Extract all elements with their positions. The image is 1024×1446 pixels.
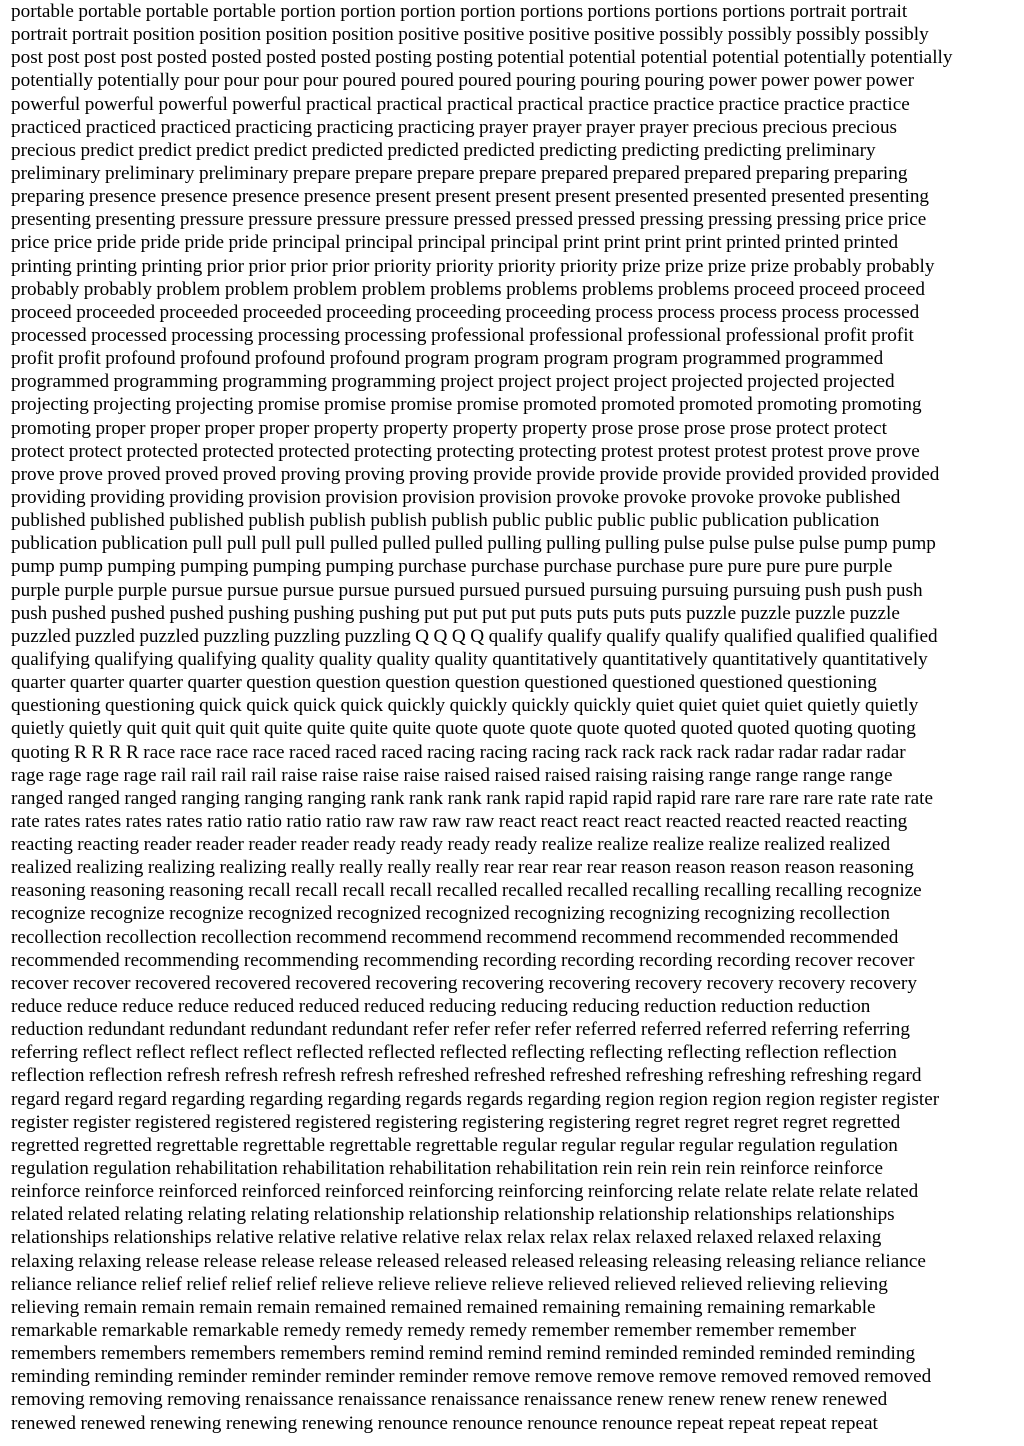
text-line: publication publication pull pull pull pull pulled pulled pulled pulling pulling pulling pulse pulse pulse pulse pump pump (11, 533, 936, 555)
text-line: puzzled puzzled puzzled puzzling puzzling puzzling Q Q Q Q qualify qualify qualify qualify qualified qualified qualified (11, 625, 938, 647)
text-line: quarter quarter quarter quarter question question question question questioned questioned questioned questioning (11, 672, 877, 694)
text-line: qualifying qualifying qualifying quality quality quality quality quantitatively quantitatively quantitatively quantitatively (11, 648, 928, 670)
text-line: realized realizing realizing realizing really really really really rear rear rear rear reason reason reason reason reasoning (11, 857, 914, 879)
text-line: probably probably problem problem problem problem problems problems problems problems proceed proceed proceed (11, 278, 925, 300)
text-line: recommended recommending recommending recommending recording recording recording recording recover recover (11, 949, 915, 971)
text-line: presenting presenting pressure pressure pressure pressure pressed pressed pressed pressing pressing pressing price price (11, 209, 927, 231)
text-line: remarkable remarkable remarkable remedy remedy remedy remedy remember remember remember remember (11, 1320, 857, 1342)
text-line: processed processed processing processing processing professional professional professional professional profit profit (11, 324, 914, 346)
text-line: precious predict predict predict predict predicted predicted predicted predicting predicting predicting preliminary (11, 139, 876, 161)
text-line: ranged ranged ranged ranging ranging ranging rank rank rank rank rapid rapid rapid rapid rare rare rare rare rate rate rate (11, 787, 933, 809)
text-line: regulation regulation rehabilitation rehabilitation rehabilitation rehabilitation rein rein rein rein reinforce reinforce (11, 1158, 884, 1180)
text-line: regretted regretted regrettable regrettable regrettable regrettable regular regular regular regular regulation regulation (11, 1134, 898, 1156)
text-line: remembers remembers remembers remembers remind remind remind remind reminded reminded reminded reminding (11, 1343, 916, 1365)
text-line: pump pump pumping pumping pumping pumping purchase purchase purchase purchase pure pure pure pure purple (11, 556, 893, 578)
text-line: programmed programming programming programming project project project project projected projected projected (11, 371, 895, 393)
text-line: quoting R R R R race race race race raced raced raced racing racing racing rack rack rack rack radar radar radar radar (11, 741, 906, 763)
text-line: reflection reflection refresh refresh refresh refresh refreshed refreshed refreshed refreshing refreshing refreshing regard (11, 1065, 922, 1087)
text-line: providing providing providing provision provision provision provision provoke provoke provoke provoke published (11, 486, 901, 508)
text-line: projecting projecting projecting promise promise promise promise promoted promoted promoted promoting promoting (11, 394, 922, 416)
text-line: reduce reduce reduce reduce reduced reduced reduced reducing reducing reducing reduction reduction reduction (11, 996, 871, 1018)
text-line: regard regard regard regarding regarding regarding regards regards regarding region region region region register register (11, 1088, 940, 1110)
text-line: reminding reminding reminder reminder reminder reminder remove remove remove remove removed removed removed (11, 1366, 932, 1388)
text-line: recover recover recovered recovered recovered recovering recovering recovering recovery recovery recovery recovery (11, 972, 917, 994)
text-line: relationships relationships relative relative relative relative relax relax relax relax relaxed relaxed relaxed relaxing (11, 1227, 882, 1249)
text-line: questioning questioning quick quick quick quick quickly quickly quickly quickly quiet quiet quiet quiet quietly quietly (11, 695, 919, 717)
text-line: removing removing removing renaissance renaissance renaissance renaissance renew renew renew renew renewed (11, 1389, 888, 1411)
text-line: portrait portrait position position position position positive positive positive positive possibly possibly possibly possibly (11, 24, 929, 46)
text-line: profit profit profound profound profound profound program program program program programmed programmed (11, 348, 884, 370)
text-line: reasoning reasoning reasoning recall recall recall recall recalled recalled recalled recalling recalling recalling recognize (11, 880, 922, 902)
text-line: rate rates rates rates rates ratio ratio ratio ratio raw raw raw raw react react react react reacted reacted reacted reacting (11, 810, 908, 832)
text-line: rage rage rage rage rail rail rail rail raise raise raise raise raised raised raised raising raising range range range range (11, 764, 893, 786)
document-body-text (11, 0, 1021, 1435)
text-line: related related relating relating relating relationship relationship relationship relationship relationships relationships (11, 1204, 895, 1226)
text-line: post post post post posted posted posted posted posting posting potential potential potential potential potentially potentially (11, 47, 953, 69)
text-line: protect protect protected protected protected protecting protecting protecting protest protest protest protest prove prove (11, 440, 920, 462)
text-line: push pushed pushed pushed pushing pushing pushing put put put put puts puts puts puts puzzle puzzle puzzle puzzle (11, 602, 900, 624)
text-line: prove prove proved proved proved proving proving proving provide provide provide provide provided provided provided (11, 463, 940, 485)
text-line: recollection recollection recollection recommend recommend recommend recommend recommended recommended (11, 926, 899, 948)
text-line: purple purple purple pursue pursue pursue pursue pursued pursued pursued pursuing pursuing pursuing push push push (11, 579, 923, 601)
text-line: reliance reliance relief relief relief relief relieve relieve relieve relieve relieved relieved relieved relieving relieving (11, 1273, 888, 1295)
text-line: powerful powerful powerful powerful practical practical practical practical practice practice practice practice practice (11, 93, 910, 115)
text-line: renewed renewed renewing renewing renewing renounce renounce renounce renounce repeat repeat repeat repeat (11, 1412, 878, 1434)
text-line: portable portable portable portable portion portion portion portion portions portions portions portions portrait portrait (11, 1, 908, 22)
text-line: referring reflect reflect reflect reflect reflected reflected reflected reflecting reflecting reflecting reflection reflection (11, 1042, 897, 1064)
text-line: price price pride pride pride pride principal principal principal principal print print print print printed printed printed (11, 232, 899, 254)
text-line: preparing presence presence presence presence present present present present presented presented presented presenting (11, 186, 930, 208)
text-line: relieving remain remain remain remain remained remained remained remaining remaining remaining remarkable (11, 1296, 876, 1318)
text-line: reduction redundant redundant redundant redundant refer refer refer refer referred referred referred referring referring (11, 1019, 910, 1041)
text-line: register register registered registered registered registering registering registering regret regret regret regret regretted (11, 1111, 901, 1133)
text-line: relaxing relaxing release release release release released released released releasing releasing releasing reliance reliance (11, 1250, 926, 1272)
text-line: potentially potentially pour pour pour pour poured poured poured pouring pouring pouring power power power power (11, 70, 914, 92)
text-line: proceed proceeded proceeded proceeded proceeding proceeding proceeding process process process process processed (11, 301, 920, 323)
text-line: preliminary preliminary preliminary prepare prepare prepare prepare prepared prepared prepared preparing preparing (11, 162, 908, 184)
text-line: reacting reacting reader reader reader reader ready ready ready ready realize realize realize realize realized realized (11, 834, 891, 856)
text-line: practiced practiced practiced practicing practicing practicing prayer prayer prayer prayer precious precious precious (11, 116, 898, 138)
text-line: printing printing printing prior prior prior prior priority priority priority priority prize prize prize prize probably probably (11, 255, 935, 277)
text-line: promoting proper proper proper proper property property property property prose prose prose prose protect protect (11, 417, 887, 439)
text-line: recognize recognize recognize recognized recognized recognized recognizing recognizing recognizing recollection (11, 903, 890, 925)
text-line: quietly quietly quit quit quit quit quite quite quite quite quote quote quote quote quoted quoted quoted quoting quoting (11, 718, 916, 740)
text-line: reinforce reinforce reinforced reinforced reinforced reinforcing reinforcing reinforcing relate relate relate relate related (11, 1181, 919, 1203)
text-line: published published published publish publish publish publish public public public public publication publication (11, 510, 880, 532)
